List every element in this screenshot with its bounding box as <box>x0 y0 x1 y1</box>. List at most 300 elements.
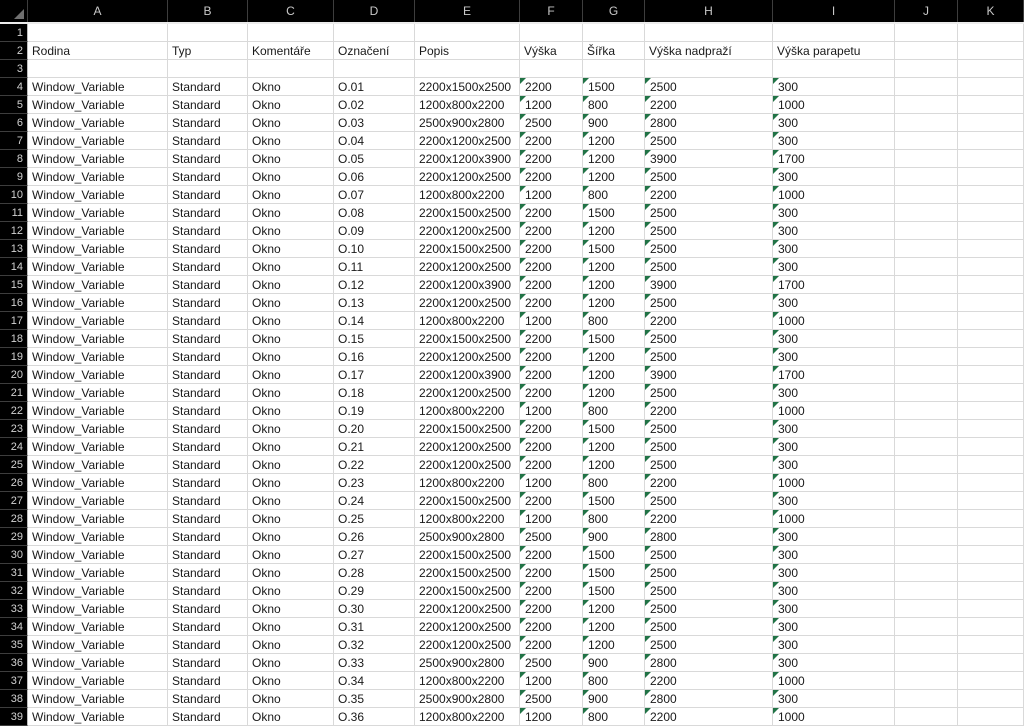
cell-H1[interactable] <box>645 24 773 42</box>
cell-G16[interactable]: 1200 <box>583 294 645 312</box>
cell-K38[interactable] <box>958 690 1024 708</box>
cell-A8[interactable]: Window_Variable <box>28 150 168 168</box>
cell-K36[interactable] <box>958 654 1024 672</box>
cell-K28[interactable] <box>958 510 1024 528</box>
cell-A30[interactable]: Window_Variable <box>28 546 168 564</box>
cell-K2[interactable] <box>958 42 1024 60</box>
cell-C5[interactable]: Okno <box>248 96 334 114</box>
row-header-33[interactable]: 33 <box>0 600 28 618</box>
cell-K32[interactable] <box>958 582 1024 600</box>
cell-F22[interactable]: 1200 <box>520 402 583 420</box>
row-header-1[interactable]: 1 <box>0 24 28 42</box>
cell-C38[interactable]: Okno <box>248 690 334 708</box>
cell-A7[interactable]: Window_Variable <box>28 132 168 150</box>
cell-A39[interactable]: Window_Variable <box>28 708 168 726</box>
cell-F37[interactable]: 1200 <box>520 672 583 690</box>
row-header-23[interactable]: 23 <box>0 420 28 438</box>
cell-J29[interactable] <box>895 528 958 546</box>
cell-I27[interactable]: 300 <box>773 492 895 510</box>
cell-F21[interactable]: 2200 <box>520 384 583 402</box>
cell-G38[interactable]: 900 <box>583 690 645 708</box>
cell-A9[interactable]: Window_Variable <box>28 168 168 186</box>
cell-E12[interactable]: 2200x1200x2500 <box>415 222 520 240</box>
cell-D15[interactable]: O.12 <box>334 276 415 294</box>
cell-I26[interactable]: 1000 <box>773 474 895 492</box>
cell-D9[interactable]: O.06 <box>334 168 415 186</box>
cell-F14[interactable]: 2200 <box>520 258 583 276</box>
cell-A20[interactable]: Window_Variable <box>28 366 168 384</box>
cell-B12[interactable]: Standard <box>168 222 248 240</box>
cell-J2[interactable] <box>895 42 958 60</box>
cell-I17[interactable]: 1000 <box>773 312 895 330</box>
cell-C18[interactable]: Okno <box>248 330 334 348</box>
cell-G31[interactable]: 1500 <box>583 564 645 582</box>
cell-A11[interactable]: Window_Variable <box>28 204 168 222</box>
cell-K15[interactable] <box>958 276 1024 294</box>
cell-C27[interactable]: Okno <box>248 492 334 510</box>
cell-J13[interactable] <box>895 240 958 258</box>
cell-E36[interactable]: 2500x900x2800 <box>415 654 520 672</box>
row-header-38[interactable]: 38 <box>0 690 28 708</box>
cell-F18[interactable]: 2200 <box>520 330 583 348</box>
cell-G25[interactable]: 1200 <box>583 456 645 474</box>
cell-I5[interactable]: 1000 <box>773 96 895 114</box>
cell-G18[interactable]: 1500 <box>583 330 645 348</box>
cell-G30[interactable]: 1500 <box>583 546 645 564</box>
row-header-14[interactable]: 14 <box>0 258 28 276</box>
cell-H30[interactable]: 2500 <box>645 546 773 564</box>
cell-K17[interactable] <box>958 312 1024 330</box>
cell-E29[interactable]: 2500x900x2800 <box>415 528 520 546</box>
cell-I36[interactable]: 300 <box>773 654 895 672</box>
cell-J4[interactable] <box>895 78 958 96</box>
cell-B10[interactable]: Standard <box>168 186 248 204</box>
row-header-16[interactable]: 16 <box>0 294 28 312</box>
cell-I28[interactable]: 1000 <box>773 510 895 528</box>
cell-B4[interactable]: Standard <box>168 78 248 96</box>
cell-J9[interactable] <box>895 168 958 186</box>
cell-C21[interactable]: Okno <box>248 384 334 402</box>
cell-I30[interactable]: 300 <box>773 546 895 564</box>
cell-I29[interactable]: 300 <box>773 528 895 546</box>
cell-I15[interactable]: 1700 <box>773 276 895 294</box>
cell-J32[interactable] <box>895 582 958 600</box>
column-header-I[interactable]: I <box>773 0 895 22</box>
cell-I9[interactable]: 300 <box>773 168 895 186</box>
cell-D29[interactable]: O.26 <box>334 528 415 546</box>
row-header-34[interactable]: 34 <box>0 618 28 636</box>
cell-A4[interactable]: Window_Variable <box>28 78 168 96</box>
cell-B15[interactable]: Standard <box>168 276 248 294</box>
cell-D25[interactable]: O.22 <box>334 456 415 474</box>
column-header-J[interactable]: J <box>895 0 958 22</box>
cell-K4[interactable] <box>958 78 1024 96</box>
cell-H12[interactable]: 2500 <box>645 222 773 240</box>
cell-D5[interactable]: O.02 <box>334 96 415 114</box>
cell-F28[interactable]: 1200 <box>520 510 583 528</box>
cell-H39[interactable]: 2200 <box>645 708 773 726</box>
cell-C39[interactable]: Okno <box>248 708 334 726</box>
cell-G39[interactable]: 800 <box>583 708 645 726</box>
cell-F15[interactable]: 2200 <box>520 276 583 294</box>
row-header-12[interactable]: 12 <box>0 222 28 240</box>
cell-B32[interactable]: Standard <box>168 582 248 600</box>
cell-F5[interactable]: 1200 <box>520 96 583 114</box>
cell-F17[interactable]: 1200 <box>520 312 583 330</box>
cell-K39[interactable] <box>958 708 1024 726</box>
cell-E37[interactable]: 1200x800x2200 <box>415 672 520 690</box>
cell-E16[interactable]: 2200x1200x2500 <box>415 294 520 312</box>
cell-H22[interactable]: 2200 <box>645 402 773 420</box>
cell-F24[interactable]: 2200 <box>520 438 583 456</box>
cell-G37[interactable]: 800 <box>583 672 645 690</box>
row-header-15[interactable]: 15 <box>0 276 28 294</box>
cell-E4[interactable]: 2200x1500x2500 <box>415 78 520 96</box>
cell-I35[interactable]: 300 <box>773 636 895 654</box>
cell-H28[interactable]: 2200 <box>645 510 773 528</box>
cell-I10[interactable]: 1000 <box>773 186 895 204</box>
cell-A21[interactable]: Window_Variable <box>28 384 168 402</box>
cell-A31[interactable]: Window_Variable <box>28 564 168 582</box>
cell-H38[interactable]: 2800 <box>645 690 773 708</box>
cell-J14[interactable] <box>895 258 958 276</box>
cell-F36[interactable]: 2500 <box>520 654 583 672</box>
cell-H33[interactable]: 2500 <box>645 600 773 618</box>
cell-E38[interactable]: 2500x900x2800 <box>415 690 520 708</box>
cell-F30[interactable]: 2200 <box>520 546 583 564</box>
cell-D20[interactable]: O.17 <box>334 366 415 384</box>
cell-B27[interactable]: Standard <box>168 492 248 510</box>
cell-A5[interactable]: Window_Variable <box>28 96 168 114</box>
cell-H3[interactable] <box>645 60 773 78</box>
cell-A24[interactable]: Window_Variable <box>28 438 168 456</box>
cell-C24[interactable]: Okno <box>248 438 334 456</box>
cell-A10[interactable]: Window_Variable <box>28 186 168 204</box>
column-header-A[interactable]: A <box>28 0 168 22</box>
cell-J26[interactable] <box>895 474 958 492</box>
cell-B19[interactable]: Standard <box>168 348 248 366</box>
cell-K3[interactable] <box>958 60 1024 78</box>
cell-K11[interactable] <box>958 204 1024 222</box>
cell-J20[interactable] <box>895 366 958 384</box>
cell-E1[interactable] <box>415 24 520 42</box>
cell-H13[interactable]: 2500 <box>645 240 773 258</box>
cell-K26[interactable] <box>958 474 1024 492</box>
column-header-F[interactable]: F <box>520 0 583 22</box>
cell-I34[interactable]: 300 <box>773 618 895 636</box>
row-header-5[interactable]: 5 <box>0 96 28 114</box>
cell-J6[interactable] <box>895 114 958 132</box>
cell-K24[interactable] <box>958 438 1024 456</box>
cell-D1[interactable] <box>334 24 415 42</box>
cell-G21[interactable]: 1200 <box>583 384 645 402</box>
cell-E24[interactable]: 2200x1200x2500 <box>415 438 520 456</box>
cell-E5[interactable]: 1200x800x2200 <box>415 96 520 114</box>
row-header-35[interactable]: 35 <box>0 636 28 654</box>
cell-E39[interactable]: 1200x800x2200 <box>415 708 520 726</box>
cell-I21[interactable]: 300 <box>773 384 895 402</box>
cell-F16[interactable]: 2200 <box>520 294 583 312</box>
cell-A2[interactable]: Rodina <box>28 42 168 60</box>
cell-J21[interactable] <box>895 384 958 402</box>
cell-I39[interactable]: 1000 <box>773 708 895 726</box>
cell-C7[interactable]: Okno <box>248 132 334 150</box>
cell-C4[interactable]: Okno <box>248 78 334 96</box>
cell-K23[interactable] <box>958 420 1024 438</box>
cell-G13[interactable]: 1500 <box>583 240 645 258</box>
cell-F32[interactable]: 2200 <box>520 582 583 600</box>
cell-D39[interactable]: O.36 <box>334 708 415 726</box>
cell-E17[interactable]: 1200x800x2200 <box>415 312 520 330</box>
cell-E20[interactable]: 2200x1200x3900 <box>415 366 520 384</box>
row-header-20[interactable]: 20 <box>0 366 28 384</box>
cell-H14[interactable]: 2500 <box>645 258 773 276</box>
cell-B5[interactable]: Standard <box>168 96 248 114</box>
cell-A35[interactable]: Window_Variable <box>28 636 168 654</box>
cell-K9[interactable] <box>958 168 1024 186</box>
cell-D17[interactable]: O.14 <box>334 312 415 330</box>
cell-H19[interactable]: 2500 <box>645 348 773 366</box>
cell-H21[interactable]: 2500 <box>645 384 773 402</box>
row-header-19[interactable]: 19 <box>0 348 28 366</box>
cell-G20[interactable]: 1200 <box>583 366 645 384</box>
cell-D27[interactable]: O.24 <box>334 492 415 510</box>
cell-I37[interactable]: 1000 <box>773 672 895 690</box>
cell-D4[interactable]: O.01 <box>334 78 415 96</box>
cell-F4[interactable]: 2200 <box>520 78 583 96</box>
cell-E6[interactable]: 2500x900x2800 <box>415 114 520 132</box>
cell-J39[interactable] <box>895 708 958 726</box>
cell-H26[interactable]: 2200 <box>645 474 773 492</box>
cell-K27[interactable] <box>958 492 1024 510</box>
cell-J3[interactable] <box>895 60 958 78</box>
cell-E30[interactable]: 2200x1500x2500 <box>415 546 520 564</box>
cell-J18[interactable] <box>895 330 958 348</box>
cell-D24[interactable]: O.21 <box>334 438 415 456</box>
cell-C15[interactable]: Okno <box>248 276 334 294</box>
cell-J10[interactable] <box>895 186 958 204</box>
cell-D23[interactable]: O.20 <box>334 420 415 438</box>
cell-A6[interactable]: Window_Variable <box>28 114 168 132</box>
cell-J1[interactable] <box>895 24 958 42</box>
cell-F3[interactable] <box>520 60 583 78</box>
cell-I13[interactable]: 300 <box>773 240 895 258</box>
cell-K22[interactable] <box>958 402 1024 420</box>
cell-J16[interactable] <box>895 294 958 312</box>
cell-A32[interactable]: Window_Variable <box>28 582 168 600</box>
cell-E27[interactable]: 2200x1500x2500 <box>415 492 520 510</box>
cell-A34[interactable]: Window_Variable <box>28 618 168 636</box>
cell-E19[interactable]: 2200x1200x2500 <box>415 348 520 366</box>
cell-B24[interactable]: Standard <box>168 438 248 456</box>
cell-I18[interactable]: 300 <box>773 330 895 348</box>
cell-J31[interactable] <box>895 564 958 582</box>
cell-J17[interactable] <box>895 312 958 330</box>
cell-C9[interactable]: Okno <box>248 168 334 186</box>
row-header-25[interactable]: 25 <box>0 456 28 474</box>
cell-K29[interactable] <box>958 528 1024 546</box>
cell-I33[interactable]: 300 <box>773 600 895 618</box>
cell-B38[interactable]: Standard <box>168 690 248 708</box>
cell-K1[interactable] <box>958 24 1024 42</box>
cell-B39[interactable]: Standard <box>168 708 248 726</box>
cell-F11[interactable]: 2200 <box>520 204 583 222</box>
cell-I3[interactable] <box>773 60 895 78</box>
cell-J27[interactable] <box>895 492 958 510</box>
cell-C17[interactable]: Okno <box>248 312 334 330</box>
row-header-9[interactable]: 9 <box>0 168 28 186</box>
cell-C33[interactable]: Okno <box>248 600 334 618</box>
cell-G26[interactable]: 800 <box>583 474 645 492</box>
cell-K8[interactable] <box>958 150 1024 168</box>
select-all-button[interactable] <box>0 0 28 22</box>
cell-C11[interactable]: Okno <box>248 204 334 222</box>
cell-B18[interactable]: Standard <box>168 330 248 348</box>
cell-A17[interactable]: Window_Variable <box>28 312 168 330</box>
cell-B37[interactable]: Standard <box>168 672 248 690</box>
cell-I23[interactable]: 300 <box>773 420 895 438</box>
row-header-39[interactable]: 39 <box>0 708 28 726</box>
row-header-37[interactable]: 37 <box>0 672 28 690</box>
cell-A12[interactable]: Window_Variable <box>28 222 168 240</box>
cell-C36[interactable]: Okno <box>248 654 334 672</box>
column-header-G[interactable]: G <box>583 0 645 22</box>
cell-D8[interactable]: O.05 <box>334 150 415 168</box>
cell-G35[interactable]: 1200 <box>583 636 645 654</box>
cell-E7[interactable]: 2200x1200x2500 <box>415 132 520 150</box>
cell-A15[interactable]: Window_Variable <box>28 276 168 294</box>
cell-E14[interactable]: 2200x1200x2500 <box>415 258 520 276</box>
cell-E13[interactable]: 2200x1500x2500 <box>415 240 520 258</box>
cell-J25[interactable] <box>895 456 958 474</box>
cell-J35[interactable] <box>895 636 958 654</box>
cell-I8[interactable]: 1700 <box>773 150 895 168</box>
cell-K34[interactable] <box>958 618 1024 636</box>
cell-E31[interactable]: 2200x1500x2500 <box>415 564 520 582</box>
cell-H16[interactable]: 2500 <box>645 294 773 312</box>
cell-E2[interactable]: Popis <box>415 42 520 60</box>
cell-D35[interactable]: O.32 <box>334 636 415 654</box>
cell-I7[interactable]: 300 <box>773 132 895 150</box>
cell-K35[interactable] <box>958 636 1024 654</box>
cell-K7[interactable] <box>958 132 1024 150</box>
cell-F7[interactable]: 2200 <box>520 132 583 150</box>
cell-K14[interactable] <box>958 258 1024 276</box>
cell-B29[interactable]: Standard <box>168 528 248 546</box>
cell-C2[interactable]: Komentáře <box>248 42 334 60</box>
cell-H36[interactable]: 2800 <box>645 654 773 672</box>
cell-J37[interactable] <box>895 672 958 690</box>
cell-F31[interactable]: 2200 <box>520 564 583 582</box>
cell-E3[interactable] <box>415 60 520 78</box>
cell-H11[interactable]: 2500 <box>645 204 773 222</box>
cell-I6[interactable]: 300 <box>773 114 895 132</box>
cell-C14[interactable]: Okno <box>248 258 334 276</box>
cell-I19[interactable]: 300 <box>773 348 895 366</box>
cell-C13[interactable]: Okno <box>248 240 334 258</box>
cell-H31[interactable]: 2500 <box>645 564 773 582</box>
cell-F33[interactable]: 2200 <box>520 600 583 618</box>
cell-B17[interactable]: Standard <box>168 312 248 330</box>
cell-C26[interactable]: Okno <box>248 474 334 492</box>
row-header-36[interactable]: 36 <box>0 654 28 672</box>
cell-H29[interactable]: 2800 <box>645 528 773 546</box>
cell-D21[interactable]: O.18 <box>334 384 415 402</box>
cell-F2[interactable]: Výška <box>520 42 583 60</box>
cell-B23[interactable]: Standard <box>168 420 248 438</box>
column-header-C[interactable]: C <box>248 0 334 22</box>
cell-I38[interactable]: 300 <box>773 690 895 708</box>
row-header-6[interactable]: 6 <box>0 114 28 132</box>
cell-G36[interactable]: 900 <box>583 654 645 672</box>
cell-G11[interactable]: 1500 <box>583 204 645 222</box>
cell-B11[interactable]: Standard <box>168 204 248 222</box>
cell-G4[interactable]: 1500 <box>583 78 645 96</box>
cell-C35[interactable]: Okno <box>248 636 334 654</box>
cell-G27[interactable]: 1500 <box>583 492 645 510</box>
cell-B35[interactable]: Standard <box>168 636 248 654</box>
row-header-24[interactable]: 24 <box>0 438 28 456</box>
cell-H23[interactable]: 2500 <box>645 420 773 438</box>
cell-I4[interactable]: 300 <box>773 78 895 96</box>
cell-E34[interactable]: 2200x1200x2500 <box>415 618 520 636</box>
row-header-28[interactable]: 28 <box>0 510 28 528</box>
row-header-29[interactable]: 29 <box>0 528 28 546</box>
cell-B9[interactable]: Standard <box>168 168 248 186</box>
cell-A22[interactable]: Window_Variable <box>28 402 168 420</box>
cell-I12[interactable]: 300 <box>773 222 895 240</box>
cell-H6[interactable]: 2800 <box>645 114 773 132</box>
cell-C3[interactable] <box>248 60 334 78</box>
cell-D19[interactable]: O.16 <box>334 348 415 366</box>
cell-H32[interactable]: 2500 <box>645 582 773 600</box>
cell-B26[interactable]: Standard <box>168 474 248 492</box>
cell-C34[interactable]: Okno <box>248 618 334 636</box>
cell-G9[interactable]: 1200 <box>583 168 645 186</box>
cell-B3[interactable] <box>168 60 248 78</box>
cell-D32[interactable]: O.29 <box>334 582 415 600</box>
cell-I31[interactable]: 300 <box>773 564 895 582</box>
cell-F19[interactable]: 2200 <box>520 348 583 366</box>
cell-G17[interactable]: 800 <box>583 312 645 330</box>
column-header-B[interactable]: B <box>168 0 248 22</box>
cell-I25[interactable]: 300 <box>773 456 895 474</box>
cell-C22[interactable]: Okno <box>248 402 334 420</box>
cell-G14[interactable]: 1200 <box>583 258 645 276</box>
cell-H2[interactable]: Výška nadpraží <box>645 42 773 60</box>
cell-K31[interactable] <box>958 564 1024 582</box>
cell-J23[interactable] <box>895 420 958 438</box>
cell-A16[interactable]: Window_Variable <box>28 294 168 312</box>
cell-I1[interactable] <box>773 24 895 42</box>
cell-A37[interactable]: Window_Variable <box>28 672 168 690</box>
cell-G2[interactable]: Šířka <box>583 42 645 60</box>
cell-G32[interactable]: 1500 <box>583 582 645 600</box>
cell-C31[interactable]: Okno <box>248 564 334 582</box>
cell-D33[interactable]: O.30 <box>334 600 415 618</box>
cell-C20[interactable]: Okno <box>248 366 334 384</box>
cell-F27[interactable]: 2200 <box>520 492 583 510</box>
row-header-3[interactable]: 3 <box>0 60 28 78</box>
cell-A38[interactable]: Window_Variable <box>28 690 168 708</box>
cell-D12[interactable]: O.09 <box>334 222 415 240</box>
cell-C8[interactable]: Okno <box>248 150 334 168</box>
cell-B2[interactable]: Typ <box>168 42 248 60</box>
cell-A18[interactable]: Window_Variable <box>28 330 168 348</box>
row-header-31[interactable]: 31 <box>0 564 28 582</box>
cell-G8[interactable]: 1200 <box>583 150 645 168</box>
cell-A33[interactable]: Window_Variable <box>28 600 168 618</box>
